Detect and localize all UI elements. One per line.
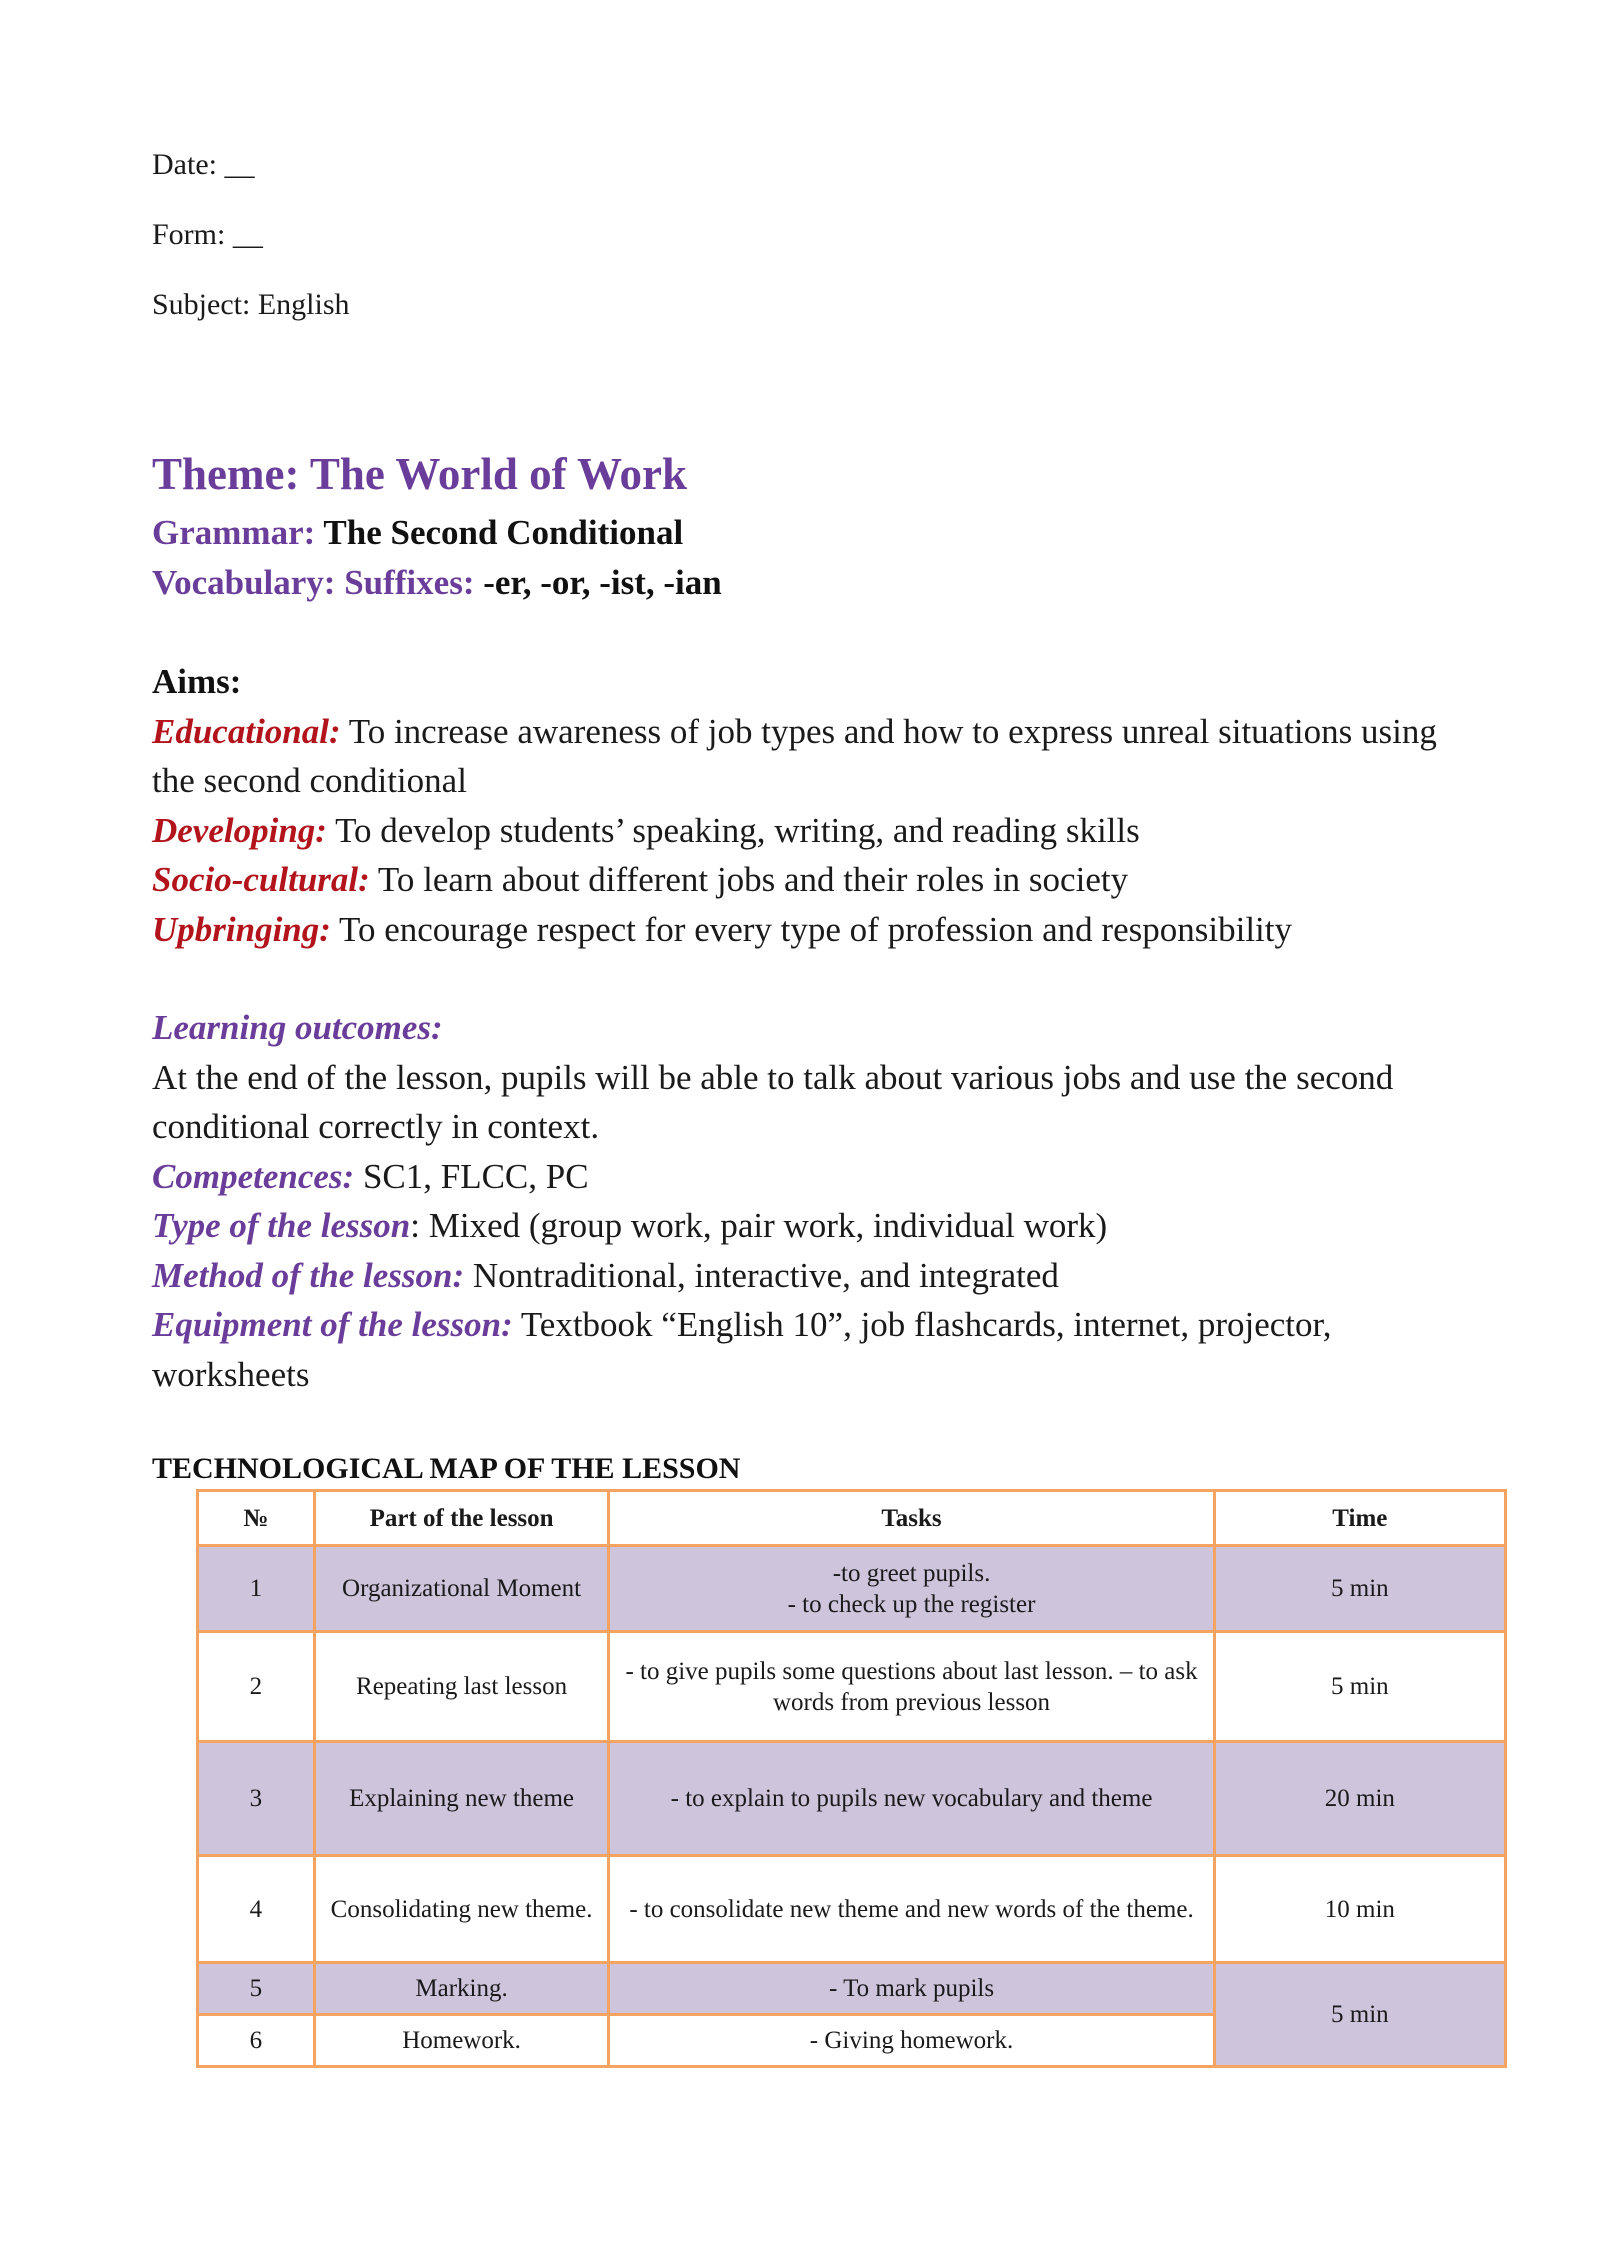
lesson-method-line [152,1251,1452,1301]
header-part: Part of the lesson [314,1491,609,1546]
row-time: 5 min [1214,1632,1505,1742]
outcomes-label: Learning outcomes: [152,1008,443,1047]
row-part: Consolidating new theme. [314,1856,609,1963]
row-tasks: - to consolidate new theme and new words of the theme. [609,1856,1214,1963]
table-row [198,1856,1506,1963]
row-part: Marking. [314,1963,609,2015]
row-task-line: -to greet pupils. [832,1559,991,1587]
subject-line: Subject: English [152,288,350,321]
row-number: 3 [198,1742,315,1856]
aims-section [152,657,1452,954]
upbringing-label: Upbringing: [152,909,331,949]
lesson-type-line [152,1201,1452,1251]
theme-title: Theme: The World of Work [152,449,688,499]
grammar-value: The Second Conditional [315,513,684,552]
educational-label: Educational: [152,711,341,751]
lesson-method-text: Nontraditional, interactive, and integrated [464,1255,1059,1295]
row-task-line: - to check up the register [787,1590,1036,1618]
aims-heading: Aims: [152,662,242,701]
lesson-meta [152,150,350,360]
grammar-line [152,508,683,558]
equipment-text: Textbook “English 10”, job flashcards, internet, projector, worksheets [152,1305,1332,1394]
socio-cultural-label: Socio-cultural: [152,860,370,899]
form-line: Form: __ [152,218,263,251]
developing-text: To develop students’ speaking, writing, and reading skills [326,810,1140,850]
vocabulary-label: Vocabulary: Suffixes: [152,563,475,602]
row-time: 20 min [1214,1742,1505,1856]
lesson-type-text: : Mixed (group work, pair work, individual work) [410,1206,1108,1245]
row-number: 2 [198,1632,315,1742]
upbringing-text: To encourage respect for every type of profession and responsibility [330,909,1292,949]
technological-map-title: TECHNOLOGICAL MAP OF THE LESSON [152,1452,741,1485]
lesson-type-label: Type of the lesson [152,1206,411,1245]
outcomes-section [152,1003,1452,1399]
row-part: Organizational Moment [314,1546,609,1632]
lesson-method-label: Method of the lesson: [152,1255,465,1295]
aim-developing [152,806,1452,856]
row-number: 1 [198,1546,315,1632]
outcomes-text: At the end of the lesson, pupils will be able to talk about various jobs and use the second conditional correctly in context. [152,1057,1394,1146]
row-tasks [609,1546,1214,1632]
row-number: 6 [198,2015,315,2067]
grammar-label: Grammar: [152,513,316,552]
aim-upbringing [152,905,1452,955]
competences-text: SC1, FLCC, PC [354,1156,589,1196]
socio-cultural-text: To learn about different jobs and their roles in society [369,860,1129,899]
table-row [198,1963,1506,2015]
row-number: 5 [198,1963,315,2015]
vocabulary-line [152,558,722,608]
date-line: Date: __ [152,148,255,181]
row-number: 4 [198,1856,315,1963]
table-row [198,1632,1506,1742]
row-time: 10 min [1214,1856,1505,1963]
header-time: Time [1214,1491,1505,1546]
row-part: Explaining new theme [314,1742,609,1856]
row-time: 5 min [1214,1963,1505,2067]
competences-label: Competences: [152,1156,355,1196]
table-header-row [198,1491,1506,1546]
row-tasks: - Giving homework. [609,2015,1214,2067]
table-row [198,1742,1506,1856]
competences-line [152,1152,1452,1202]
table-row [198,1546,1506,1632]
educational-text: To increase awareness of job types and how to express unreal situations using the second conditional [152,711,1437,800]
aim-socio-cultural [152,855,1452,905]
row-tasks: - to give pupils some questions about last lesson. – to ask words from previous lesson [609,1632,1214,1742]
technological-map-table [196,1489,1507,2068]
row-part: Repeating last lesson [314,1632,609,1742]
row-tasks: - To mark pupils [609,1963,1214,2015]
aim-educational [152,707,1452,806]
row-time: 5 min [1214,1546,1505,1632]
header-tasks: Tasks [609,1491,1214,1546]
header-number: № [198,1491,315,1546]
row-part: Homework. [314,2015,609,2067]
equipment-label: Equipment of the lesson: [152,1305,513,1344]
equipment-line [152,1300,1452,1399]
developing-label: Developing: [152,810,327,850]
vocabulary-value: -er, -or, -ist, -ian [474,563,722,602]
row-tasks: - to explain to pupils new vocabulary and theme [609,1742,1214,1856]
